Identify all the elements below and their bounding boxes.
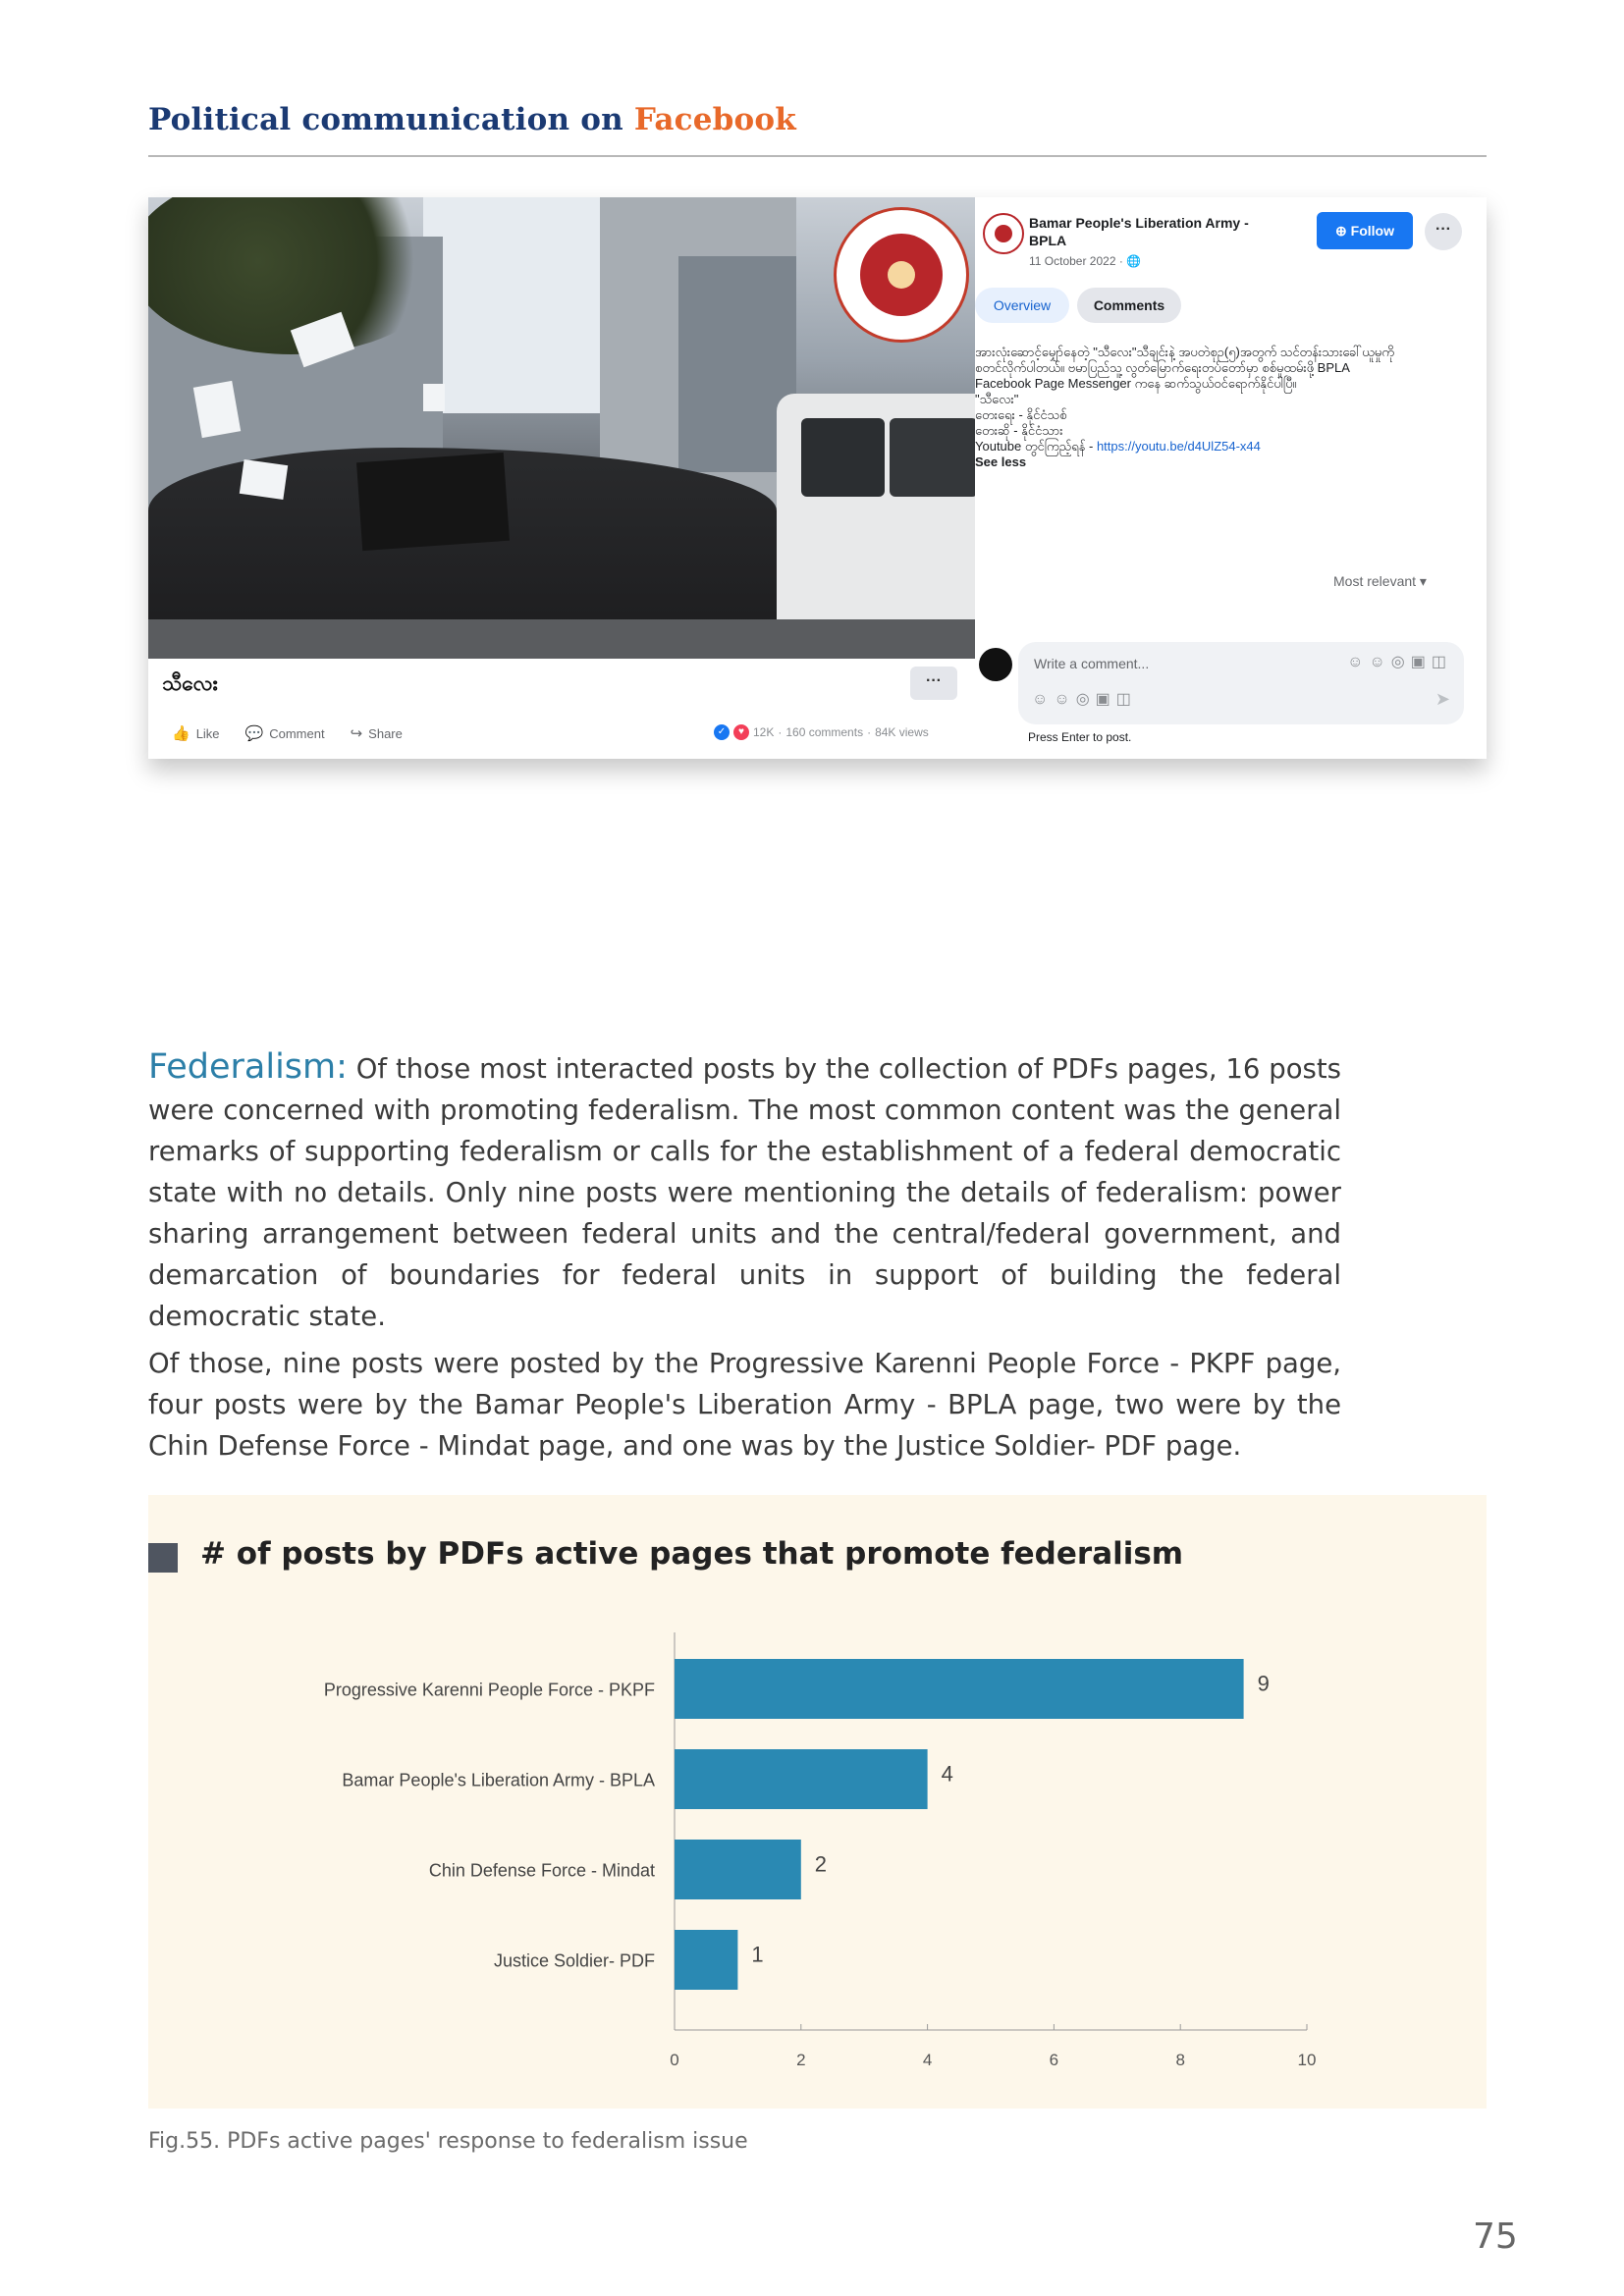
gif-icon[interactable]: ▣ [1410,654,1432,670]
data-label: 9 [1257,1671,1270,1696]
running-header [148,102,796,137]
photo-van-window [801,418,885,497]
emoji-icon[interactable]: ☺ [1369,654,1391,670]
comment-tools-bottom [1032,689,1137,709]
header-title: Political communication on [148,102,634,137]
youtube-link[interactable]: https://youtu.be/d4UlZ54-x44 [1096,439,1261,454]
post-text [975,345,1407,470]
bar [675,1659,1244,1719]
sticker-icon[interactable]: ◫ [1431,654,1452,670]
post-text-line: အားလုံးဆောင့်မျှော်နေတဲ့ "သီလေး"သီချင်းနဲ့ အပတဲစုဉ(၅)အတွက် သင်တန်းသားခေါ်ယူမှုကို စတင်လိုက်ပါတယ်။ ဗမာပြည်သူ့ လွတ်မြောက်ရေးတပ်တော်မှာ စစ်မှုထမ်းဖို့ BPLA Facebook Page Messenger ကနေ ဆက်သွယ်ဝင်ရောက်နိုင်ပါပြီ။ [975,345,1394,391]
love-reaction-icon: ♥ [733,724,749,740]
facebook-post-screenshot [148,197,1487,759]
page-avatar[interactable] [983,213,1024,254]
data-label: 4 [941,1761,953,1787]
post-text-line: တေးရေး - နိုင်ငံသစ် [975,407,1067,422]
post-actions-bar [172,724,403,742]
tab-comments[interactable]: Comments [1077,288,1181,323]
photo-sign [423,384,445,411]
stats-separator: · [778,725,783,739]
photo-sky [423,197,600,413]
figure-caption: Fig.55. PDFs active pages' response to federalism issue [148,2129,748,2154]
youtube-line [975,439,1407,454]
x-tick-label: 10 [1297,2051,1317,2069]
photo-van-window [890,418,975,497]
follow-button[interactable] [1317,212,1413,249]
bar [675,1840,801,1899]
share-arrow-icon: ↪ [350,725,363,742]
sticker-icon[interactable]: ◫ [1115,691,1137,708]
federalism-paragraph [148,1046,1341,1337]
share-label: Share [368,726,403,741]
press-enter-hint: Press Enter to post. [1028,730,1132,744]
breakdown-paragraph: Of those, nine posts were posted by the Progressive Karenni People Force - PKPF page, four posts were by the Bamar People's Liberation Army - BPLA page, two were by the Chin Defense Force - Mindat page, and one was by the Justice Soldier- PDF page. [148,1348,1341,1462]
avatar-sticker-icon[interactable]: ☺ [1032,691,1055,708]
category-label: Justice Soldier- PDF [493,1950,655,1971]
logo-center [888,261,915,289]
follow-icon: ⊕ [1335,223,1351,239]
bar [675,1930,737,1990]
comment-tools-top [1347,652,1452,671]
post-date-text: 11 October 2022 · [1029,254,1127,268]
youtube-label: Youtube တွင်ကြည့်ရန် - [975,439,1097,454]
bar-chart [148,1495,1487,2109]
tab-overview[interactable]: Overview [975,288,1069,323]
comment-input[interactable] [1018,642,1464,724]
post-stats [714,724,929,740]
x-tick-label: 2 [796,2051,806,2069]
comment-placeholder: Write a comment... [1034,656,1150,671]
category-label: Progressive Karenni People Force - PKPF [323,1680,655,1700]
camera-icon[interactable]: ◎ [1075,691,1096,708]
comment-button[interactable] [245,724,325,742]
header-title-accent: Facebook [633,102,796,137]
avatar-sticker-icon[interactable]: ☺ [1347,654,1370,670]
paragraph-text: Of those most interacted posts by the collection of PDFs pages, 16 posts were concerned with promoting federalism. The most common content was the general remarks of supporting federalism or calls for the establishment of a federal democratic state with no details. Only nine posts were mentioning the details of federalism: power sharing arrangement between federal units and the central/federal government, and demarcation of boundaries for federal units in support of building the federal democratic state. [148,1053,1341,1332]
more-options-button[interactable]: ··· [910,667,957,700]
post-text-line: "သီလေး" [975,392,1019,406]
user-avatar [979,648,1012,681]
video-caption: သီလေး [162,672,218,695]
header-divider [148,155,1487,157]
comment-label: Comment [269,726,325,741]
post-text-line: တေးဆို - နိုင်ငံသား [975,423,1063,438]
reaction-count[interactable]: 12K [753,725,775,739]
speech-bubble-icon: 💬 [244,725,264,742]
follow-label: Follow [1350,223,1394,239]
category-label: Chin Defense Force - Mindat [428,1860,655,1881]
like-label: Like [195,726,220,741]
post-sidebar [975,197,1487,759]
page-options-button[interactable]: ··· [1425,213,1462,250]
x-tick-label: 4 [922,2051,933,2069]
share-button[interactable] [351,724,403,742]
gif-icon[interactable]: ▣ [1095,691,1116,708]
page-number: 75 [1473,2216,1518,2257]
category-label: Bamar People's Liberation Army - BPLA [342,1770,655,1790]
x-tick-label: 0 [670,2051,679,2069]
data-label: 1 [751,1942,764,1967]
bar [675,1749,928,1809]
protest-photo [148,197,975,659]
section-lead: Federalism: [148,1047,348,1087]
data-label: 2 [814,1851,828,1877]
like-reaction-icon: ✓ [714,724,730,740]
comment-count[interactable]: 160 comments [785,725,864,739]
post-date [1029,254,1141,268]
photo-road [148,619,975,659]
chart-title: # of posts by PDFs active pages that promote federalism [200,1536,1184,1572]
stats-separator: · [867,725,872,739]
bpla-logo-watermark [834,207,969,343]
page-name[interactable]: Bamar People's Liberation Army - BPLA [1029,215,1249,248]
x-tick-label: 6 [1049,2051,1059,2069]
see-less-link[interactable]: See less [975,454,1027,469]
photo-sign [240,459,288,500]
thumbs-up-icon: 👍 [172,725,190,742]
emoji-icon[interactable]: ☺ [1054,691,1076,708]
photo-banner [356,453,510,551]
view-count: 84K views [875,725,929,739]
send-icon[interactable]: ➤ [1435,689,1450,709]
globe-icon: 🌐 [1126,254,1142,268]
x-tick-label: 8 [1175,2051,1185,2069]
chart-panel [148,1495,1487,2109]
camera-icon[interactable]: ◎ [1390,654,1411,670]
comment-sort-dropdown[interactable]: Most relevant ▾ [1333,573,1427,589]
like-button[interactable] [172,724,220,742]
